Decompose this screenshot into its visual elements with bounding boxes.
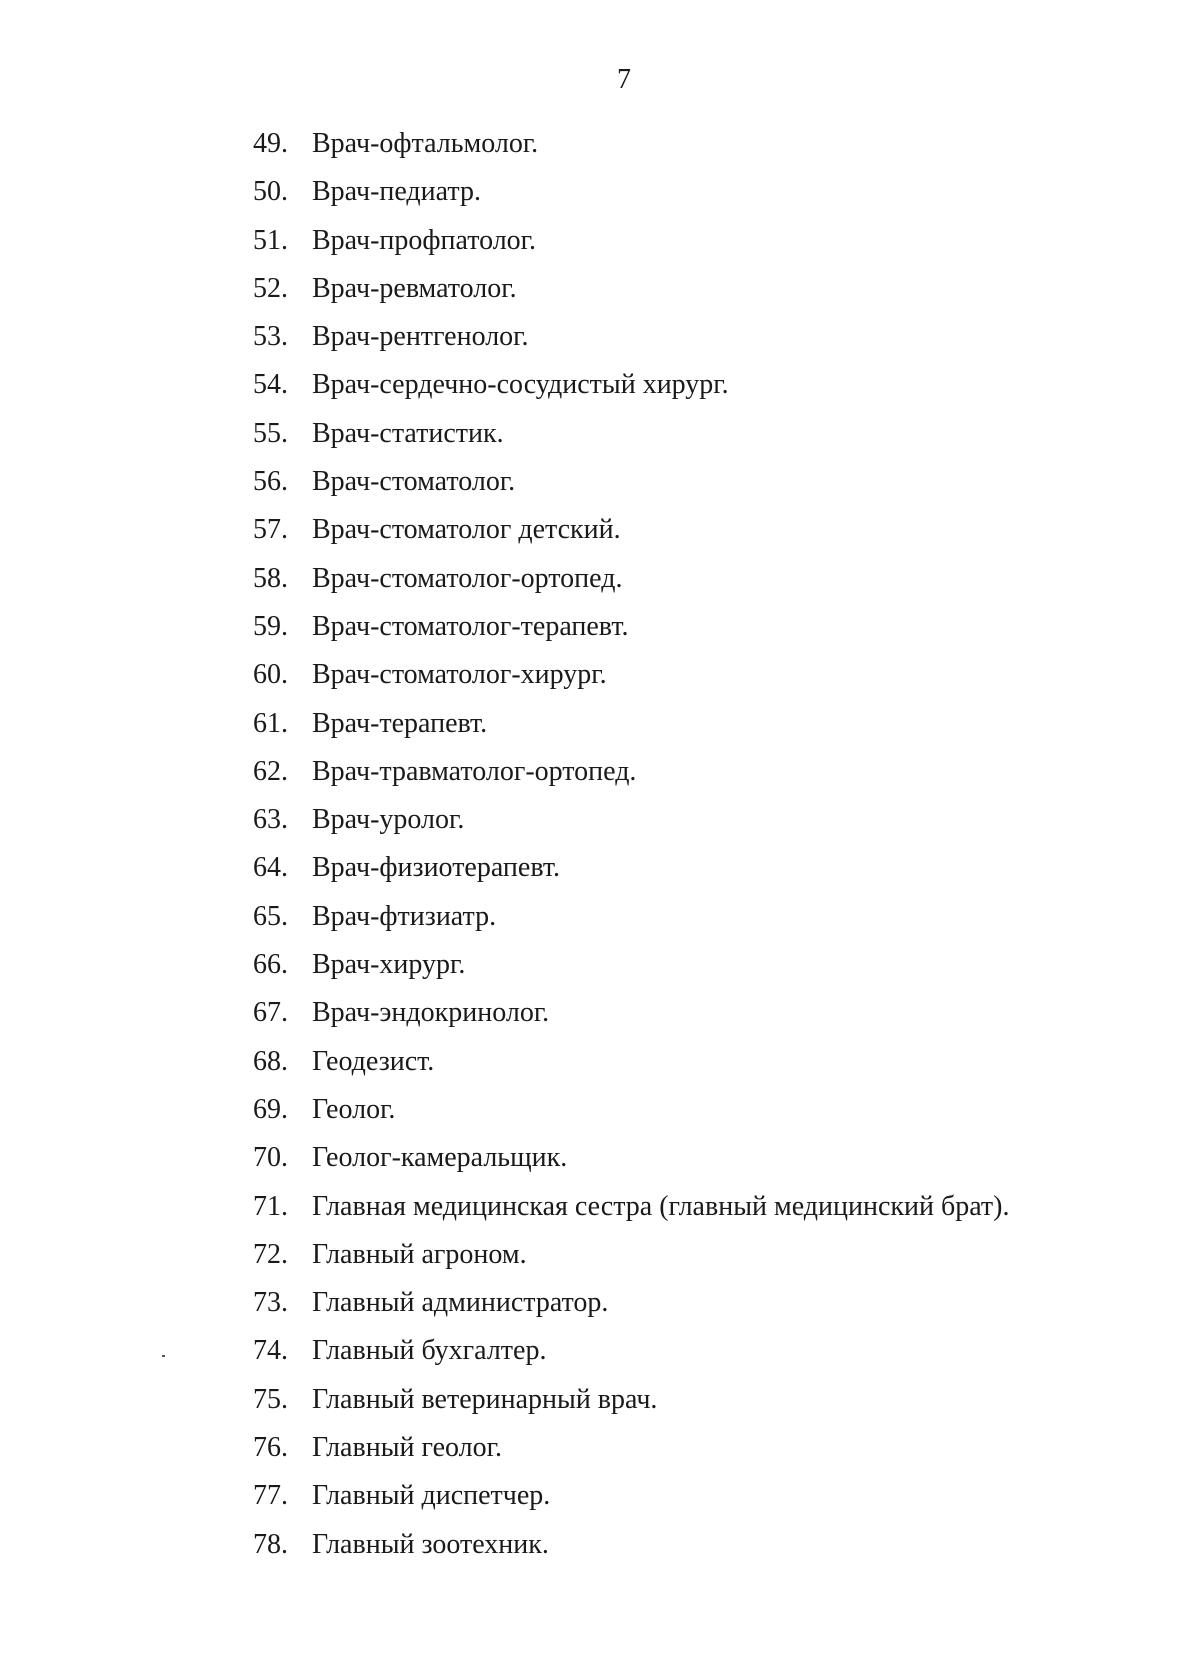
- list-item-number: 64.: [253, 852, 288, 884]
- list-item-number: 53.: [253, 321, 288, 353]
- list-item-number: 62.: [253, 755, 288, 787]
- list-item-number: 63.: [253, 804, 288, 836]
- list-item: [0, 1038, 1200, 1086]
- list-item-number: 74.: [253, 1335, 288, 1367]
- list-item-text: Главный администратор.: [312, 1287, 609, 1319]
- list-item: [0, 168, 1200, 216]
- list-item-text: Врач-рентгенолог.: [312, 321, 529, 353]
- scan-speck: [162, 1355, 165, 1357]
- list-item-text: Врач-эндокринолог.: [312, 997, 550, 1029]
- list-item-number: 51.: [253, 224, 288, 256]
- profession-list: [0, 120, 1200, 1569]
- list-item-number: 58.: [253, 562, 288, 594]
- list-item-text: Главный диспетчер.: [312, 1480, 551, 1512]
- list-item-text: Врач-хирург.: [312, 949, 466, 981]
- list-item-text: Геодезист.: [312, 1045, 435, 1077]
- list-item-text: Врач-стоматолог.: [312, 466, 516, 498]
- list-item: [0, 1521, 1200, 1569]
- list-item-number: 50.: [253, 176, 288, 208]
- list-item-text: Врач-ревматолог.: [312, 272, 517, 304]
- list-item-text: Врач-физиотерапевт.: [312, 852, 560, 884]
- list-item-text: Врач-уролог.: [312, 804, 465, 836]
- list-item: [0, 700, 1200, 748]
- list-item: [0, 1376, 1200, 1424]
- list-item-text: Врач-стоматолог-ортопед.: [312, 562, 623, 594]
- list-item: [0, 1424, 1200, 1472]
- list-item: [0, 1086, 1200, 1134]
- list-item: [0, 555, 1200, 603]
- list-item-number: 75.: [253, 1383, 288, 1415]
- list-item: [0, 120, 1200, 168]
- list-item: [0, 1231, 1200, 1279]
- list-item: [0, 361, 1200, 409]
- list-item-number: 56.: [253, 466, 288, 498]
- list-item-number: 78.: [253, 1528, 288, 1560]
- list-item-text: Врач-статистик.: [312, 417, 504, 449]
- list-item-number: 59.: [253, 610, 288, 642]
- list-item: [0, 748, 1200, 796]
- list-item-text: Врач-травматолог-ортопед.: [312, 755, 637, 787]
- list-item: [0, 1472, 1200, 1520]
- list-item-text: Врач-фтизиатр.: [312, 900, 497, 932]
- list-item-number: 76.: [253, 1432, 288, 1464]
- list-item-number: 72.: [253, 1238, 288, 1270]
- list-item-number: 77.: [253, 1480, 288, 1512]
- list-item-number: 61.: [253, 707, 288, 739]
- list-item-text: Врач-терапевт.: [312, 707, 488, 739]
- page-number: 7: [617, 64, 631, 95]
- list-item-text: Главный бухгалтер.: [312, 1335, 547, 1367]
- list-item: [0, 844, 1200, 892]
- list-item-number: 55.: [253, 417, 288, 449]
- list-item-number: 66.: [253, 949, 288, 981]
- list-item: [0, 458, 1200, 506]
- list-item-text: Главная медицинская сестра (главный медицинский брат).: [312, 1190, 1010, 1222]
- list-item-number: 67.: [253, 997, 288, 1029]
- list-item-text: Врач-педиатр.: [312, 176, 481, 208]
- list-item: [0, 1183, 1200, 1231]
- list-item-number: 52.: [253, 272, 288, 304]
- list-item: [0, 796, 1200, 844]
- list-item-text: Главный геолог.: [312, 1432, 502, 1464]
- list-item-number: 65.: [253, 900, 288, 932]
- list-item: [0, 941, 1200, 989]
- list-item: [0, 651, 1200, 699]
- list-item-text: Врач-стоматолог-хирург.: [312, 659, 607, 691]
- list-item-number: 49.: [253, 128, 288, 159]
- list-item: [0, 265, 1200, 313]
- list-item: [0, 313, 1200, 361]
- list-item-number: 57.: [253, 514, 288, 546]
- list-item-text: Врач-профпатолог.: [312, 224, 536, 256]
- list-item: [0, 1134, 1200, 1182]
- list-item-number: 69.: [253, 1093, 288, 1125]
- list-item-text: Врач-сердечно-сосудистый хирург.: [312, 369, 729, 401]
- list-item: [0, 506, 1200, 554]
- list-item-number: 73.: [253, 1287, 288, 1319]
- list-item-number: 71.: [253, 1190, 288, 1222]
- list-item: [0, 217, 1200, 265]
- list-item: [0, 989, 1200, 1037]
- list-item-number: 68.: [253, 1045, 288, 1077]
- list-item-text: Врач-стоматолог-терапевт.: [312, 610, 629, 642]
- list-item-number: 54.: [253, 369, 288, 401]
- list-item-text: Геолог.: [312, 1093, 396, 1125]
- list-item-number: 60.: [253, 659, 288, 691]
- list-item: [0, 893, 1200, 941]
- list-item-text: Врач-офтальмолог.: [312, 128, 539, 159]
- list-item-number: 70.: [253, 1142, 288, 1174]
- list-item-text: Врач-стоматолог детский.: [312, 514, 621, 546]
- list-item: [0, 1327, 1200, 1375]
- list-item: [0, 603, 1200, 651]
- list-item-text: Главный ветеринарный врач.: [312, 1383, 658, 1415]
- list-item-text: Геолог-камеральщик.: [312, 1142, 568, 1174]
- list-item-text: Главный зоотехник.: [312, 1528, 549, 1560]
- list-item: [0, 410, 1200, 458]
- list-item: [0, 1279, 1200, 1327]
- list-item-text: Главный агроном.: [312, 1238, 527, 1270]
